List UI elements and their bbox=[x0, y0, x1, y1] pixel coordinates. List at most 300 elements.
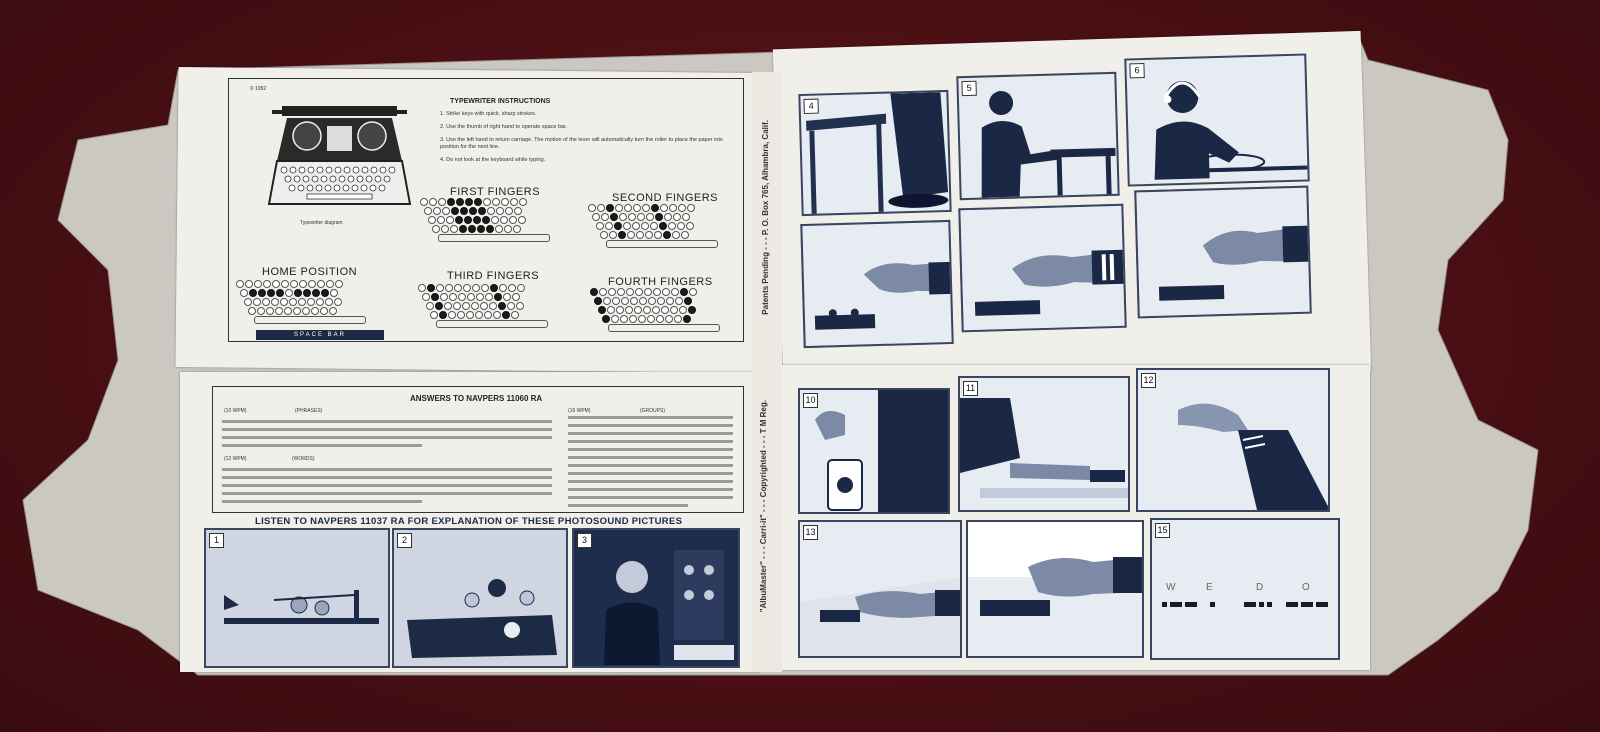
key bbox=[504, 225, 512, 233]
space-bar-key bbox=[254, 316, 366, 324]
key bbox=[285, 289, 293, 297]
key bbox=[502, 311, 510, 319]
key bbox=[666, 297, 674, 305]
key bbox=[679, 306, 687, 314]
key bbox=[457, 311, 465, 319]
instruction-3: 3. Use the left hand to return carriage. The motion of the lever will automatically turn the roller to place the paper into position for the next line. bbox=[440, 137, 723, 150]
key bbox=[455, 216, 463, 224]
telegraph-key-icon bbox=[214, 570, 384, 640]
key bbox=[637, 213, 645, 221]
key bbox=[284, 307, 292, 315]
key bbox=[244, 298, 252, 306]
second-fingers-keyboard bbox=[588, 204, 718, 248]
key bbox=[490, 284, 498, 292]
key bbox=[648, 297, 656, 305]
fourth-fingers-label: FOURTH FINGERS bbox=[608, 276, 713, 288]
photo-13: 13 bbox=[798, 520, 962, 658]
key bbox=[475, 311, 483, 319]
key bbox=[436, 284, 444, 292]
key bbox=[454, 284, 462, 292]
words-label: (WORDS) bbox=[292, 456, 315, 462]
photo-6: 6 bbox=[1124, 53, 1310, 186]
key bbox=[312, 289, 320, 297]
key bbox=[476, 293, 484, 301]
key bbox=[465, 198, 473, 206]
key bbox=[689, 288, 697, 296]
key bbox=[450, 225, 458, 233]
key bbox=[641, 222, 649, 230]
photo-3: 3 bbox=[572, 528, 740, 668]
text-line bbox=[568, 488, 733, 491]
photo-10: 10 bbox=[798, 388, 950, 514]
hand-lifted-icon bbox=[1136, 188, 1311, 319]
key bbox=[424, 207, 432, 215]
key bbox=[441, 225, 449, 233]
key bbox=[602, 315, 610, 323]
photo-1: 1 bbox=[204, 528, 390, 668]
groups-label: (GROUPS) bbox=[640, 408, 665, 414]
key bbox=[272, 280, 280, 288]
key bbox=[446, 216, 454, 224]
text-line bbox=[568, 448, 733, 451]
key bbox=[668, 222, 676, 230]
key-adjustment-icon bbox=[800, 390, 950, 514]
key bbox=[609, 231, 617, 239]
text-line bbox=[568, 456, 733, 459]
key bbox=[680, 288, 688, 296]
key bbox=[299, 280, 307, 288]
third-fingers-keyboard bbox=[418, 284, 548, 328]
typewriter-icon bbox=[262, 86, 417, 216]
key bbox=[611, 315, 619, 323]
instruction-2: 2. Use the thumb of right hand to operate space bar. bbox=[440, 124, 568, 130]
key bbox=[440, 293, 448, 301]
text-line bbox=[222, 484, 552, 487]
key bbox=[653, 288, 661, 296]
key bbox=[632, 222, 640, 230]
key bbox=[471, 302, 479, 310]
key bbox=[514, 207, 522, 215]
telegraph-key-closeup-icon bbox=[402, 560, 562, 660]
key bbox=[473, 216, 481, 224]
key bbox=[642, 204, 650, 212]
key bbox=[639, 297, 647, 305]
morse-letter-w: W bbox=[1166, 582, 1177, 593]
key bbox=[303, 289, 311, 297]
key bbox=[510, 198, 518, 206]
key bbox=[435, 302, 443, 310]
photo-15: 15 W E D O bbox=[1150, 518, 1340, 660]
key bbox=[505, 207, 513, 215]
key bbox=[472, 284, 480, 292]
key bbox=[633, 204, 641, 212]
key bbox=[615, 204, 623, 212]
key bbox=[671, 288, 679, 296]
key bbox=[249, 289, 257, 297]
key bbox=[688, 306, 696, 314]
key bbox=[638, 315, 646, 323]
key bbox=[501, 198, 509, 206]
key bbox=[432, 225, 440, 233]
photo-2: 2 bbox=[392, 528, 568, 668]
space-bar-key bbox=[436, 320, 548, 328]
text-line bbox=[568, 440, 733, 443]
key bbox=[487, 207, 495, 215]
key bbox=[499, 284, 507, 292]
key bbox=[330, 289, 338, 297]
text-line bbox=[568, 480, 733, 483]
key bbox=[605, 222, 613, 230]
key bbox=[644, 288, 652, 296]
key bbox=[661, 306, 669, 314]
phrases-label: (PHRASES) bbox=[295, 408, 323, 414]
key bbox=[460, 207, 468, 215]
key bbox=[311, 307, 319, 315]
key bbox=[492, 198, 500, 206]
key bbox=[451, 207, 459, 215]
text-line bbox=[568, 464, 733, 467]
key bbox=[590, 288, 598, 296]
key bbox=[418, 284, 426, 292]
key bbox=[316, 298, 324, 306]
key bbox=[289, 298, 297, 306]
key bbox=[616, 306, 624, 314]
key bbox=[257, 307, 265, 315]
key bbox=[254, 280, 262, 288]
key bbox=[675, 297, 683, 305]
key bbox=[276, 289, 284, 297]
key bbox=[248, 307, 256, 315]
key bbox=[317, 280, 325, 288]
space-bar-key bbox=[438, 234, 550, 242]
key bbox=[420, 198, 428, 206]
copyright: © 1952 bbox=[250, 86, 267, 92]
key bbox=[660, 204, 668, 212]
wpm10-label: (10 WPM) bbox=[224, 408, 247, 414]
key bbox=[625, 306, 633, 314]
photo-14 bbox=[966, 520, 1144, 658]
key bbox=[650, 222, 658, 230]
key bbox=[485, 293, 493, 301]
key bbox=[626, 288, 634, 296]
key bbox=[483, 198, 491, 206]
key bbox=[592, 213, 600, 221]
key bbox=[482, 216, 490, 224]
key bbox=[512, 293, 520, 301]
key bbox=[281, 280, 289, 288]
key bbox=[298, 298, 306, 306]
key bbox=[326, 280, 334, 288]
key bbox=[597, 204, 605, 212]
key bbox=[500, 216, 508, 224]
instructions-title: TYPEWRITER INSTRUCTIONS bbox=[450, 98, 551, 105]
key bbox=[329, 307, 337, 315]
key bbox=[463, 284, 471, 292]
text-line bbox=[222, 444, 422, 447]
photo-4: 4 bbox=[798, 90, 951, 216]
key bbox=[462, 302, 470, 310]
wpm16-label: (16 WPM) bbox=[568, 408, 591, 414]
key bbox=[320, 307, 328, 315]
key bbox=[456, 198, 464, 206]
key bbox=[428, 216, 436, 224]
key bbox=[673, 213, 681, 221]
key bbox=[494, 293, 502, 301]
key bbox=[655, 213, 663, 221]
key bbox=[294, 289, 302, 297]
hand-tapping-key-icon bbox=[800, 522, 962, 658]
first-fingers-keyboard bbox=[420, 198, 550, 242]
key bbox=[657, 297, 665, 305]
key bbox=[594, 297, 602, 305]
key bbox=[430, 311, 438, 319]
key bbox=[610, 213, 618, 221]
key bbox=[489, 302, 497, 310]
text-line bbox=[568, 432, 733, 435]
key bbox=[429, 198, 437, 206]
text-line bbox=[222, 436, 552, 439]
key bbox=[620, 315, 628, 323]
instruction-1: 1. Strike keys with quick, sharp strokes. bbox=[440, 111, 537, 117]
key bbox=[662, 288, 670, 296]
key bbox=[682, 213, 690, 221]
text-line bbox=[222, 428, 552, 431]
key bbox=[684, 297, 692, 305]
key bbox=[335, 280, 343, 288]
text-line bbox=[222, 468, 552, 471]
third-fingers-label: THIRD FINGERS bbox=[447, 270, 540, 282]
key bbox=[683, 315, 691, 323]
key bbox=[598, 306, 606, 314]
key bbox=[607, 306, 615, 314]
key bbox=[663, 231, 671, 239]
key bbox=[659, 222, 667, 230]
key bbox=[518, 216, 526, 224]
key bbox=[596, 222, 604, 230]
key bbox=[507, 302, 515, 310]
key bbox=[623, 222, 631, 230]
text-line bbox=[222, 420, 552, 423]
key bbox=[321, 289, 329, 297]
key bbox=[674, 315, 682, 323]
key bbox=[439, 311, 447, 319]
key bbox=[438, 198, 446, 206]
key bbox=[495, 225, 503, 233]
key bbox=[646, 213, 654, 221]
key bbox=[624, 204, 632, 212]
photo-7 bbox=[800, 220, 953, 348]
key bbox=[262, 298, 270, 306]
key bbox=[517, 284, 525, 292]
key bbox=[290, 280, 298, 288]
hand-on-key-icon bbox=[960, 206, 1126, 333]
key bbox=[253, 298, 261, 306]
hand-pressing-key-icon bbox=[968, 522, 1144, 658]
arm-on-table-icon bbox=[960, 378, 1130, 512]
fourth-fingers-keyboard bbox=[590, 288, 720, 332]
text-line bbox=[568, 496, 733, 499]
hand-over-key-icon bbox=[802, 222, 953, 348]
key bbox=[503, 293, 511, 301]
key bbox=[484, 311, 492, 319]
key bbox=[608, 288, 616, 296]
typewriter-caption: Typewriter diagram bbox=[300, 220, 343, 226]
key bbox=[630, 297, 638, 305]
space-bar: SPACE BAR bbox=[256, 330, 384, 340]
key bbox=[240, 289, 248, 297]
key bbox=[636, 231, 644, 239]
key bbox=[601, 213, 609, 221]
key bbox=[302, 307, 310, 315]
key bbox=[480, 302, 488, 310]
photo-8 bbox=[958, 204, 1126, 333]
key bbox=[426, 302, 434, 310]
key bbox=[308, 280, 316, 288]
spine-patent-text: Patents Pending - - - P. O. Box 765, Alhambra, Calif. bbox=[761, 120, 770, 315]
instruction-4: 4. Do not look at the keyboard while typing. bbox=[440, 157, 546, 163]
sailor-headphones-icon bbox=[1126, 55, 1309, 186]
key bbox=[599, 288, 607, 296]
key bbox=[628, 213, 636, 221]
key bbox=[442, 207, 450, 215]
key bbox=[449, 293, 457, 301]
key bbox=[511, 311, 519, 319]
wpm12-label: (12 WPM) bbox=[224, 456, 247, 462]
key bbox=[464, 216, 472, 224]
key bbox=[513, 225, 521, 233]
answers-title: ANSWERS TO NAVPERS 11060 RA bbox=[410, 394, 543, 403]
space-bar-key bbox=[608, 324, 720, 332]
photo-12: 12 bbox=[1136, 368, 1330, 512]
key bbox=[459, 225, 467, 233]
key bbox=[447, 198, 455, 206]
key bbox=[477, 225, 485, 233]
key bbox=[677, 222, 685, 230]
key bbox=[635, 288, 643, 296]
key bbox=[493, 311, 501, 319]
key bbox=[445, 284, 453, 292]
raised-hand-icon bbox=[1138, 370, 1330, 512]
key bbox=[664, 213, 672, 221]
key bbox=[654, 231, 662, 239]
key bbox=[422, 293, 430, 301]
key bbox=[634, 306, 642, 314]
key bbox=[433, 207, 441, 215]
home-position-keyboard bbox=[236, 280, 366, 324]
chair-legs-icon bbox=[800, 92, 951, 216]
key bbox=[453, 302, 461, 310]
key bbox=[606, 204, 614, 212]
sailor-portrait-icon bbox=[594, 545, 734, 665]
key bbox=[266, 307, 274, 315]
key bbox=[431, 293, 439, 301]
photo-5: 5 bbox=[956, 72, 1119, 200]
key bbox=[258, 289, 266, 297]
key bbox=[293, 307, 301, 315]
key bbox=[665, 315, 673, 323]
key bbox=[588, 204, 596, 212]
text-line bbox=[568, 504, 688, 507]
key bbox=[618, 231, 626, 239]
key bbox=[325, 298, 333, 306]
spine-copyright-text: "AlbuMaster" - - - Carri-it" - - - Copyrighted - - - T M Reg. bbox=[759, 400, 768, 613]
key bbox=[687, 204, 695, 212]
text-line bbox=[568, 424, 733, 427]
key bbox=[491, 216, 499, 224]
morse-letter-d: D bbox=[1256, 582, 1265, 593]
key bbox=[629, 315, 637, 323]
key bbox=[656, 315, 664, 323]
key bbox=[486, 225, 494, 233]
key bbox=[469, 207, 477, 215]
key bbox=[427, 284, 435, 292]
key bbox=[334, 298, 342, 306]
key bbox=[509, 216, 517, 224]
key bbox=[645, 231, 653, 239]
home-position-label: HOME POSITION bbox=[262, 266, 358, 278]
key bbox=[678, 204, 686, 212]
key bbox=[686, 222, 694, 230]
key bbox=[612, 297, 620, 305]
key bbox=[263, 280, 271, 288]
key bbox=[271, 298, 279, 306]
key bbox=[458, 293, 466, 301]
key bbox=[448, 311, 456, 319]
key bbox=[496, 207, 504, 215]
first-fingers-label: FIRST FINGERS bbox=[450, 186, 541, 198]
morse-letter-o: O bbox=[1302, 582, 1311, 593]
key bbox=[508, 284, 516, 292]
key bbox=[280, 298, 288, 306]
key bbox=[651, 204, 659, 212]
second-fingers-label: SECOND FINGERS bbox=[612, 192, 719, 204]
key bbox=[245, 280, 253, 288]
key bbox=[467, 293, 475, 301]
key bbox=[519, 198, 527, 206]
text-line bbox=[568, 472, 733, 475]
key bbox=[275, 307, 283, 315]
key bbox=[478, 207, 486, 215]
sailor-seated-icon bbox=[958, 74, 1119, 200]
key bbox=[643, 306, 651, 314]
key bbox=[466, 311, 474, 319]
key bbox=[444, 302, 452, 310]
photo-9 bbox=[1134, 186, 1312, 319]
listen-heading: LISTEN TO NAVPERS 11037 RA FOR EXPLANATION OF THESE PHOTOSOUND PICTURES bbox=[255, 516, 683, 527]
key bbox=[474, 198, 482, 206]
key bbox=[617, 288, 625, 296]
key bbox=[647, 315, 655, 323]
key bbox=[669, 204, 677, 212]
key bbox=[652, 306, 660, 314]
key bbox=[468, 225, 476, 233]
key bbox=[603, 297, 611, 305]
key bbox=[672, 231, 680, 239]
key bbox=[670, 306, 678, 314]
key bbox=[619, 213, 627, 221]
key bbox=[600, 231, 608, 239]
text-line bbox=[568, 416, 733, 419]
key bbox=[498, 302, 506, 310]
key bbox=[614, 222, 622, 230]
key bbox=[481, 284, 489, 292]
key bbox=[681, 231, 689, 239]
photo-11: 11 bbox=[958, 376, 1130, 512]
key bbox=[437, 216, 445, 224]
text-line bbox=[222, 476, 552, 479]
key bbox=[516, 302, 524, 310]
key bbox=[236, 280, 244, 288]
